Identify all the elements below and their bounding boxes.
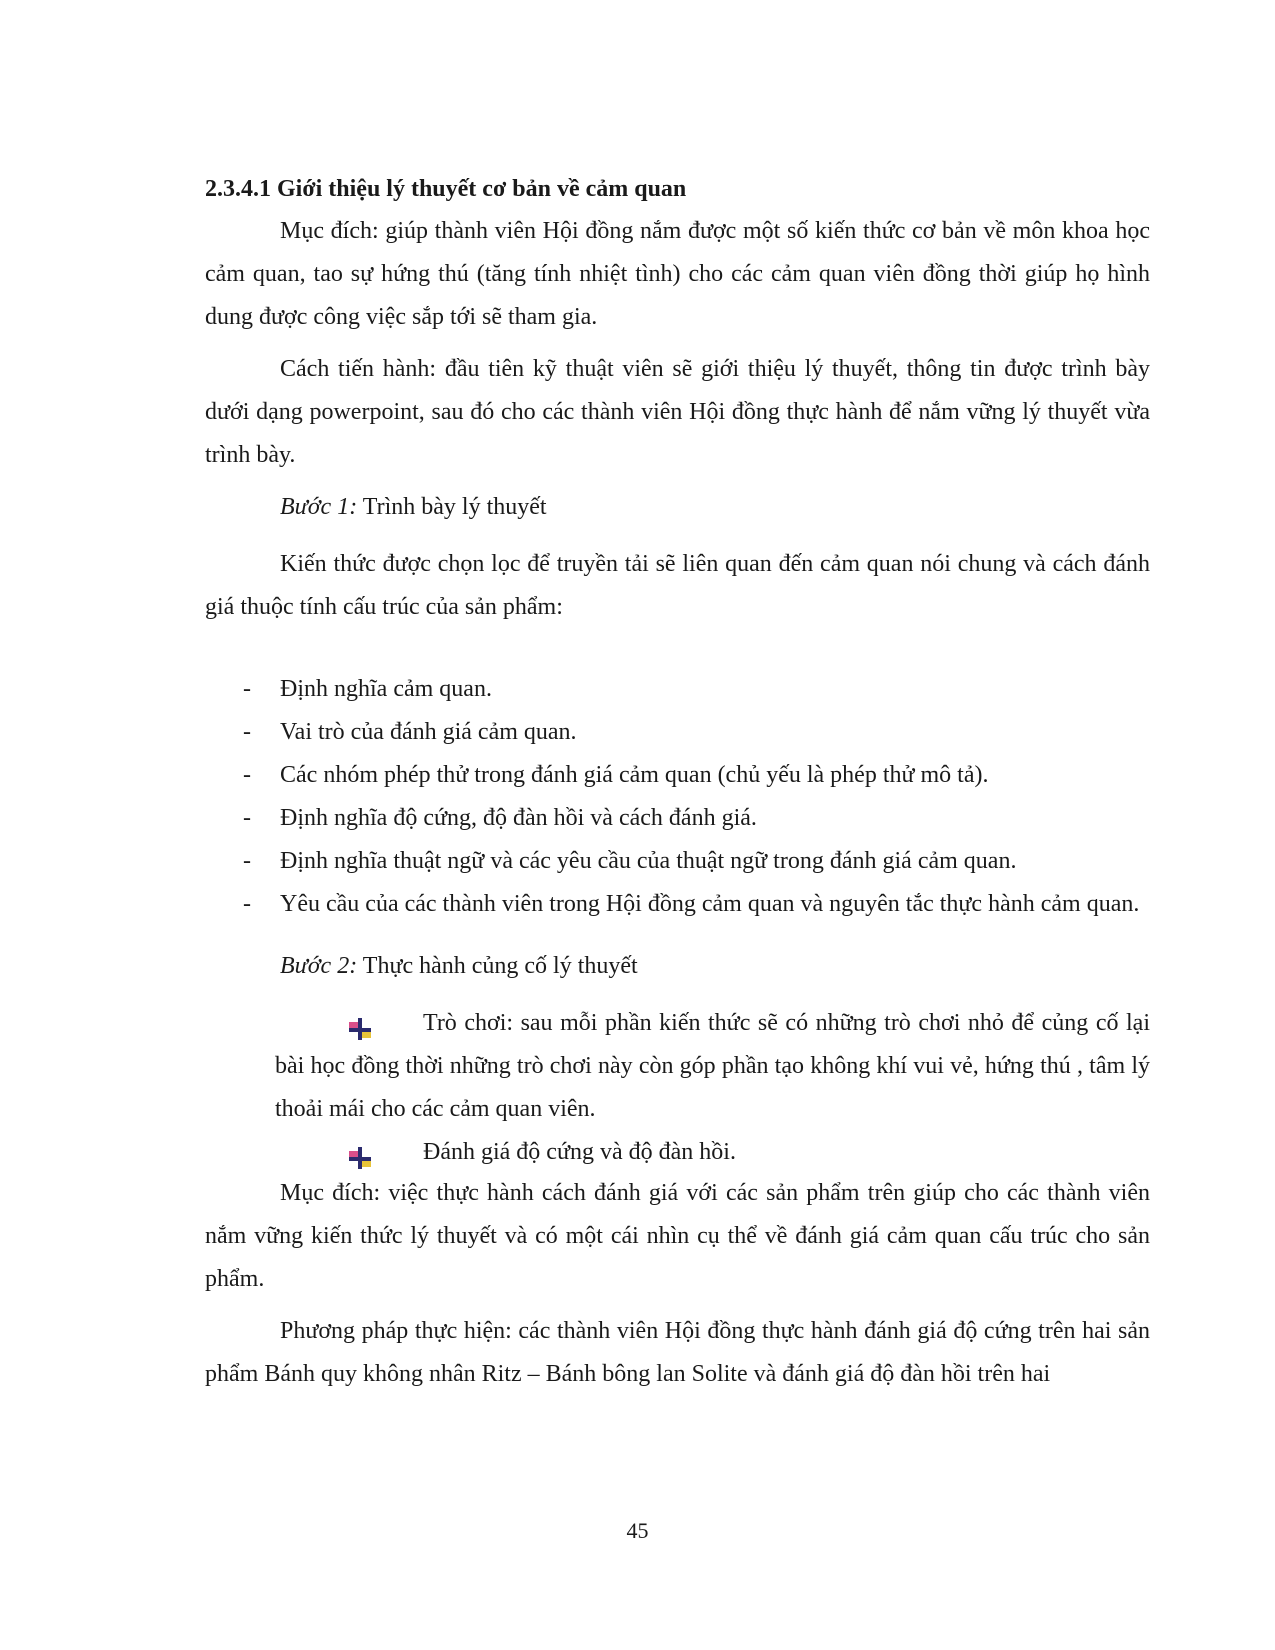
dash-marker: - [243,719,251,745]
cross-arrow-bullet-icon [347,1011,373,1054]
step-2 [280,945,638,988]
topic-list [205,668,1150,926]
list-item: - Yêu cầu của các thành viên trong Hội đồng cảm quan và nguyên tắc thực hành cảm quan. [205,883,1150,926]
step-2-label: Bước 2: [280,953,358,979]
dash-marker: - [243,848,251,874]
list-item: - Vai trò của đánh giá cảm quan. [205,711,1150,754]
list-item: - Định nghĩa cảm quan. [205,668,1150,711]
section-heading: 2.3.4.1 Giới thiệu lý thuyết cơ bản về cảm quan [205,176,687,202]
purpose2-paragraph: Mục đích: việc thực hành cách đánh giá với các sản phẩm trên giúp cho các thành viên nắm vững kiến thức lý thuyết và có một cái nhìn cụ thể về đánh giá cảm quan cấu trúc cho sản phẩm. [205,1180,1150,1292]
page-number: 45 [626,1518,649,1543]
list-item: - Định nghĩa thuật ngữ và các yêu cầu của thuật ngữ trong đánh giá cảm quan. [205,840,1150,883]
step-2-text: Thực hành củng cố lý thuyết [362,953,638,979]
dash-marker: - [243,676,251,702]
sub-bullet-item [275,1131,1150,1174]
list-item: - Định nghĩa độ cứng, độ đàn hồi và cách đánh giá. [205,797,1150,840]
dash-marker: - [243,762,251,788]
purpose-paragraph: Mục đích: giúp thành viên Hội đồng nắm được một số kiến thức cơ bản về môn khoa học cảm quan, tao sự hứng thú (tăng tính nhiệt tình) cho các cảm quan viên đồng thời giúp họ hình dung được công việc sắp tới sẽ tham gia. [205,218,1150,330]
list-item: - Các nhóm phép thử trong đánh giá cảm quan (chủ yếu là phép thử mô tả). [205,754,1150,797]
method-paragraph: Phương pháp thực hiện: các thành viên Hội đồng thực hành đánh giá độ cứng trên hai sản phẩm Bánh quy không nhân Ritz – Bánh bông lan Solite và đánh giá độ đàn hồi trên hai [205,1318,1150,1387]
knowledge-paragraph: Kiến thức được chọn lọc để truyền tải sẽ liên quan đến cảm quan nói chung và cách đánh giá thuộc tính cấu trúc của sản phẩm: [205,551,1150,620]
dash-marker: - [243,805,251,831]
procedure-paragraph: Cách tiến hành: đầu tiên kỹ thuật viên sẽ giới thiệu lý thuyết, thông tin được trình bày dưới dạng powerpoint, sau đó cho các thành viên Hội đồng thực hành để nắm vững lý thuyết vừa trình bày. [205,356,1150,468]
step-1 [280,486,547,529]
step-1-text: Trình bày lý thuyết [362,494,547,520]
step-1-label: Bước 1: [280,494,358,520]
sub-bullet-text: Trò chơi: sau mỗi phần kiến thức sẽ có những trò chơi nhỏ để củng cố lại bài học đồng thời những trò chơi này còn góp phần tạo không khí vui vẻ, hứng thú , tâm lý thoải mái cho các cảm quan viên. [275,1010,1150,1122]
sub-bullet-text: Đánh giá độ cứng và độ đàn hồi. [423,1139,736,1165]
sub-bullet-item [275,1002,1150,1131]
dash-marker: - [243,891,251,917]
